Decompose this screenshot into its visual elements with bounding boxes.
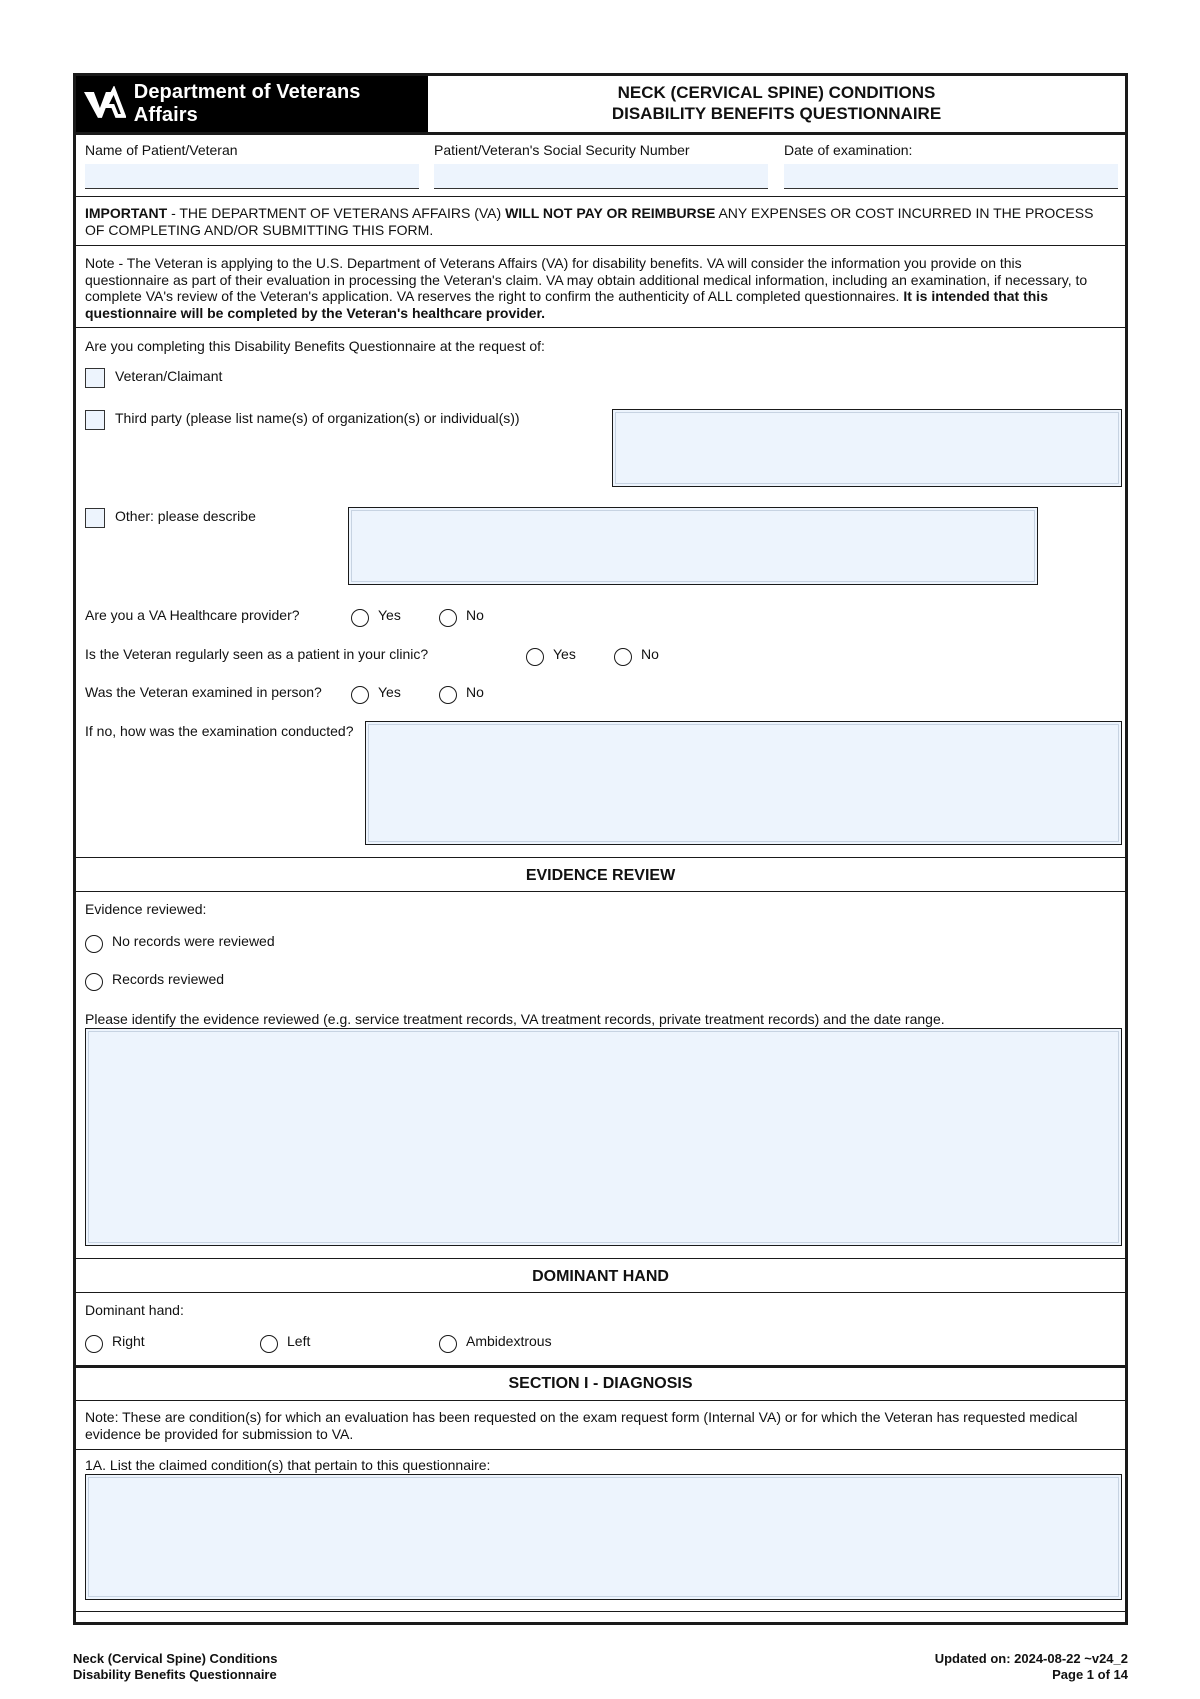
exam-method-textarea[interactable] (365, 721, 1122, 845)
request-question: Are you completing this Disability Benefits Questionnaire at the request of: (85, 338, 545, 354)
divider (76, 1449, 1125, 1450)
third-party-label: Third party (please list name(s) of organization(s) or individual(s)) (115, 410, 520, 426)
footer-left (73, 1651, 277, 1683)
divider (76, 245, 1125, 246)
footer-right (935, 1651, 1128, 1683)
evidence-description-textarea[interactable] (85, 1028, 1122, 1246)
evidence-reviewed-label: Evidence reviewed: (85, 901, 207, 917)
va-provider-yes-label: Yes (378, 607, 401, 623)
exam-date-label: Date of examination: (784, 142, 913, 158)
no-records-radio[interactable] (85, 935, 103, 953)
dominant-hand-heading: DOMINANT HAND (532, 1268, 669, 1285)
ssn-label: Patient/Veteran's Social Security Number (434, 142, 690, 158)
records-reviewed-label: Records reviewed (112, 971, 225, 987)
exam-date-field[interactable] (784, 164, 1118, 189)
va-provider-question: Are you a VA Healthcare provider? (85, 607, 300, 623)
divider (76, 891, 1125, 892)
other-description-textarea[interactable] (348, 507, 1038, 585)
evidence-identify-label: Please identify the evidence reviewed (e.g. service treatment records, VA treatment records, private treatment records) and the date range. (85, 1011, 945, 1027)
important-text2: ANY EXPENSES OR COST INCURRED IN THE PROCESS OF COMPLETING AND/OR SUBMITTING THIS FORM. (85, 205, 1094, 238)
in-person-yes-radio[interactable] (351, 686, 369, 704)
dbq-form (73, 73, 1128, 1625)
va-seal-icon (82, 86, 126, 122)
other-label: Other: please describe (115, 508, 256, 524)
important-notice (85, 205, 1109, 238)
in-person-no-radio[interactable] (439, 686, 457, 704)
va-logo (76, 76, 428, 132)
name-label: Name of Patient/Veteran (85, 142, 238, 158)
note-text: Note - The Veteran is applying to the U.S. Department of Veterans Affairs (VA) for disability benefits. VA will consider the information you provide on this questionnaire as part of their evaluation in processing the Veteran's claim. VA may obtain additional medical information, including an examination, if necessary, to complete VA's review of the Veteran's application. VA reserves the right to confirm the authenticity of ALL completed questionnaires. (85, 255, 1088, 304)
regular-patient-yes-label: Yes (553, 646, 576, 662)
divider (76, 857, 1125, 858)
regular-patient-question: Is the Veteran regularly seen as a patient in your clinic? (85, 646, 429, 662)
no-records-label: No records were reviewed (112, 933, 275, 949)
va-provider-no-label: No (466, 607, 484, 623)
divider (76, 1611, 1125, 1612)
footer-form-name: Neck (Cervical Spine) Conditions (73, 1651, 278, 1666)
claimed-conditions-textarea[interactable] (85, 1474, 1122, 1600)
other-checkbox[interactable] (85, 508, 105, 528)
agency-name: Department of Veterans Affairs (133, 81, 361, 126)
note-bold: It is intended that this questionnaire will be completed by the Veteran's healthcare provider. (85, 288, 1048, 321)
q1a-label: 1A. List the claimed condition(s) that pertain to this questionnaire: (85, 1457, 491, 1473)
hand-left-label: Left (287, 1333, 311, 1349)
exam-method-question: If no, how was the examination conducted? (85, 723, 354, 739)
form-title-line1: NECK (CERVICAL SPINE) CONDITIONS (617, 83, 936, 102)
evidence-review-heading: EVIDENCE REVIEW (525, 867, 676, 884)
hand-right-label: Right (112, 1333, 145, 1349)
va-provider-no-radio[interactable] (439, 609, 457, 627)
hand-left-radio[interactable] (260, 1335, 278, 1353)
important-text1: - THE DEPARTMENT OF VETERANS AFFAIRS (VA) (167, 205, 506, 221)
veteran-claimant-checkbox[interactable] (85, 368, 105, 388)
third-party-checkbox[interactable] (85, 410, 105, 430)
regular-patient-no-radio[interactable] (614, 648, 632, 666)
divider (76, 132, 1125, 135)
divider (76, 327, 1125, 328)
divider (76, 1400, 1125, 1401)
divider (76, 1258, 1125, 1259)
in-person-question: Was the Veteran examined in person? (85, 684, 322, 700)
hand-ambidextrous-radio[interactable] (439, 1335, 457, 1353)
in-person-no-label: No (466, 684, 484, 700)
footer-updated: Updated on: 2024-08-22 ~v24_2 (934, 1651, 1128, 1666)
regular-patient-yes-radio[interactable] (526, 648, 544, 666)
dominant-hand-label: Dominant hand: (85, 1302, 184, 1318)
third-party-textarea[interactable] (612, 409, 1122, 487)
hand-right-radio[interactable] (85, 1335, 103, 1353)
va-provider-yes-radio[interactable] (351, 609, 369, 627)
footer-page-number: Page 1 of 14 (1052, 1667, 1128, 1682)
form-title (428, 82, 1125, 124)
regular-patient-no-label: No (641, 646, 659, 662)
form-title-line2: DISABILITY BENEFITS QUESTIONNAIRE (611, 104, 942, 123)
hand-ambidextrous-label: Ambidextrous (466, 1333, 552, 1349)
veteran-claimant-label: Veteran/Claimant (115, 368, 223, 384)
in-person-yes-label: Yes (378, 684, 401, 700)
important-bold: WILL NOT PAY OR REIMBURSE (505, 205, 716, 221)
ssn-field[interactable] (434, 164, 768, 189)
section1-heading: SECTION I - DIAGNOSIS (508, 1375, 693, 1392)
divider (76, 1365, 1125, 1368)
important-prefix: IMPORTANT (85, 205, 168, 221)
records-reviewed-radio[interactable] (85, 973, 103, 991)
divider (76, 196, 1125, 197)
footer-form-type: Disability Benefits Questionnaire (73, 1667, 277, 1682)
divider (76, 1292, 1125, 1293)
patient-name-field[interactable] (85, 164, 419, 189)
section1-note: Note: These are condition(s) for which an evaluation has been requested on the exam request form (Internal VA) or for which the Veteran has requested medical evidence be provided for submission to VA. (85, 1409, 1078, 1442)
veteran-note (85, 255, 1109, 321)
